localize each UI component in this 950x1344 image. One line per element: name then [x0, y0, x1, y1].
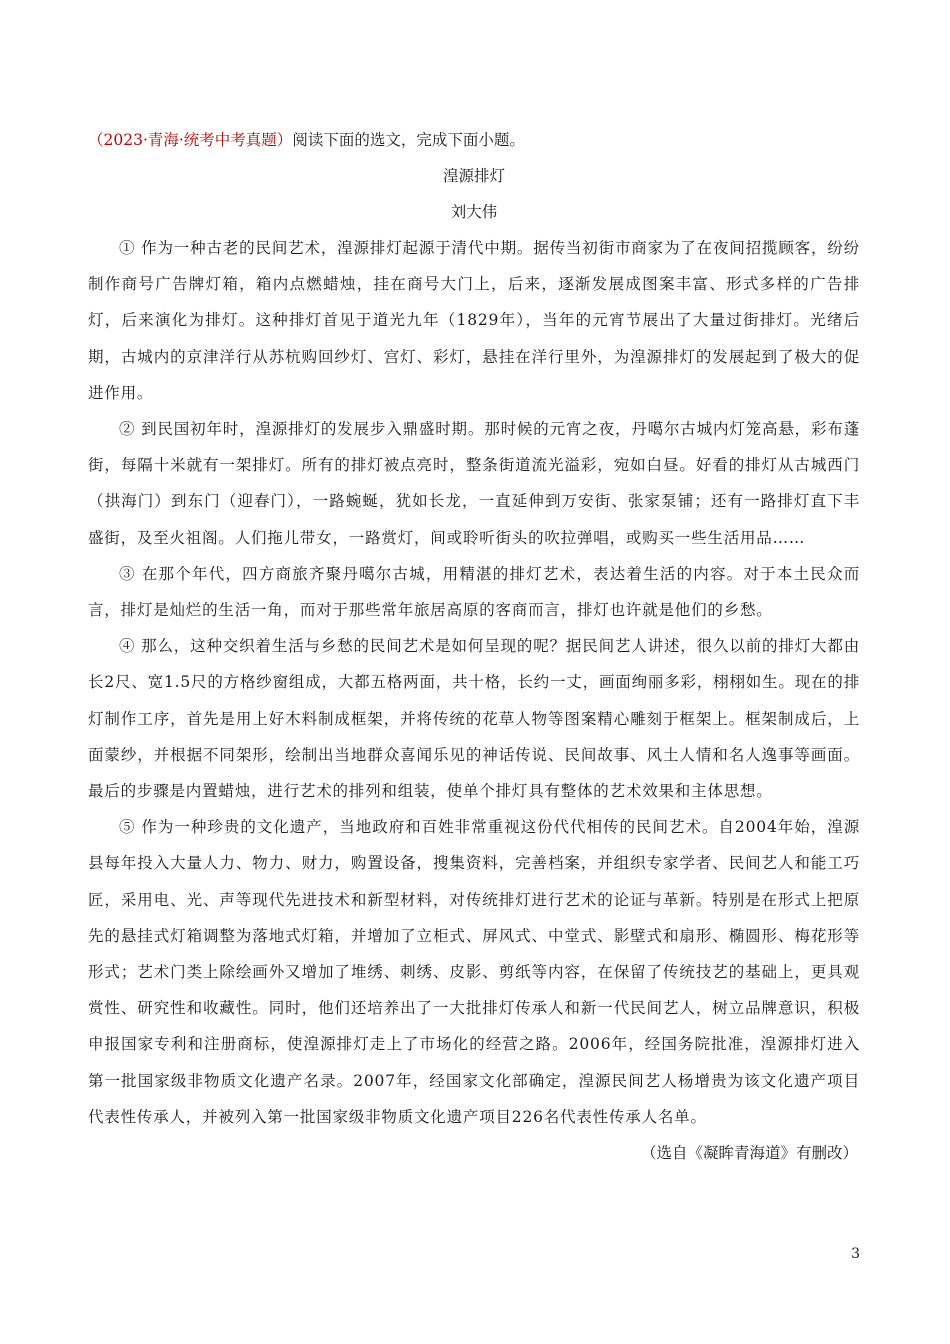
paragraph-5: ⑤ 作为一种珍贵的文化遗产，当地政府和百姓非常重视这份代代相传的民间艺术。自2004年始，湟源县每年投入大量人力、物力、财力，购置设备，搜集资料，完善档案，并组织专家学者、民间艺人和能工巧匠，采用电、光、声等现代先进技术和新型材料，对传统排灯进行艺术的论证与革新。特别是在形式上把原先的悬挂式灯箱调整为落地式灯箱，并增加了立柜式、屏风式、中堂式、影壁式和扇形、椭圆形、梅花形等形式；艺术门类上除绘画外又增加了堆绣、刺绣、皮影、剪纸等内容，在保留了传统技艺的基础上，更具观赏性、研究性和收藏性。同时，他们还培养出了一大批排灯传承人和新一代民间艺人，树立品牌意识，积极申报国家专利和注册商标，使湟源排灯走上了市场化的经营之路。2006年，经国务院批准，湟源排灯进入第一批国家级非物质文化遗产名录。2007年，经国家文化部确定，湟源民间艺人杨增贵为该文化遗产项目代表性传承人，并被列入第一批国家级非物质文化遗产项目226名代表性传承人名单。	[88, 818, 860, 1126]
instruction-text: 阅读下面的选文，完成下面小题。	[292, 131, 525, 149]
article-title: 湟源排灯	[442, 167, 505, 185]
paragraph-3: ③ 在那个年代，四方商旅齐聚丹噶尔古城，用精湛的排灯艺术，表达着生活的内容。对于本土民众而言，排灯是灿烂的生活一角，而对于那些常年旅居高原的客商而言，排灯也许就是他们的乡愁。	[88, 564, 860, 620]
paragraph-2: ② 到民国初年时，湟源排灯的发展步入鼎盛时期。那时候的元宵之夜，丹噶尔古城内灯笼高悬，彩布蓬街，每隔十米就有一架排灯。所有的排灯被点亮时，整条街道流光溢彩，宛如白昼。好看的排灯从古城西门（拱海门）到东门（迎春门），一路蜿蜒，犹如长龙，一直延伸到万安街、张家泵铺；还有一路排灯直下丰盛街，及至火祖阁。人们拖儿带女，一路赏灯，间或聆听街头的吹拉弹唱，或购买一些生活用品……	[88, 420, 860, 547]
question-intro	[88, 122, 860, 158]
paragraph-4: ④ 那么，这种交织着生活与乡愁的民间艺术是如何呈现的呢？据民间艺人讲述，很久以前的排灯大都由长2尺、宽1.5尺的方格纱窗组成，大都五格两面，共十格，长约一丈，画面绚丽多彩，栩栩如生。现在的排灯制作工序，首先是用上好木料制成框架，并将传统的花草人物等图案精心雕刻于框架上。框架制成后，上面蒙纱，并根据不同架形，绘制出当地群众喜闻乐见的神话传说、民间故事、风土人情和名人逸事等画面。最后的步骤是内置蜡烛，进行艺术的排列和组装，使单个排灯具有整体的艺术效果和主体思想。	[88, 637, 860, 801]
page-number: 3	[851, 1246, 860, 1262]
article-author: 刘大伟	[450, 203, 498, 221]
document-content	[88, 122, 860, 1171]
exam-source-tag: （2023·青海·统考中考真题）	[88, 131, 293, 149]
article-attribution: （选自《凝眸青海道》有删改）	[640, 1144, 858, 1163]
paragraph-1: ① 作为一种古老的民间艺术，湟源排灯起源于清代中期。据传当初街市商家为了在夜间招揽顾客，纷纷制作商号广告牌灯箱，箱内点燃蜡烛，挂在商号大门上，后来，逐渐发展成图案丰富、形式多样的广告排灯，后来演化为排灯。这种排灯首见于道光九年（1829年），当年的元宵节展出了大量过街排灯。光绪后期，古城内的京津洋行从苏杭购回纱灯、宫灯、彩灯，悬挂在洋行里外，为湟源排灯的发展起到了极大的促进作用。	[88, 239, 860, 402]
